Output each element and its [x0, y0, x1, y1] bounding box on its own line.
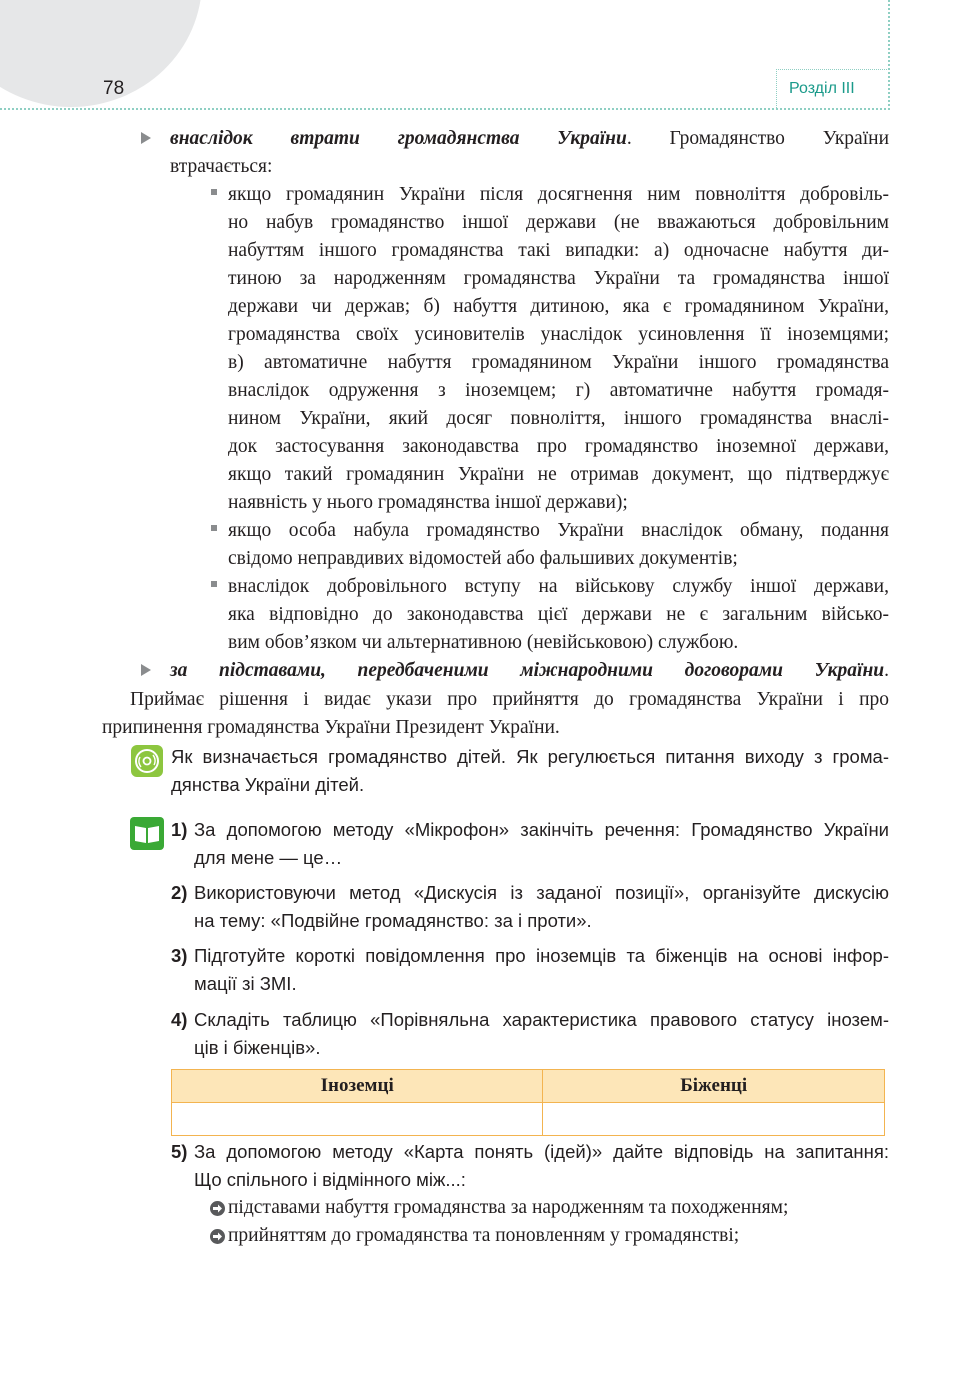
sub1-line: набуттям іншого громадянства такі випадки: а) одночасне набуття ди- [228, 240, 889, 261]
sub1-line: якщо такий громадянин України не отримав документ, що підтверджує [228, 464, 889, 485]
task-line: Підготуйте короткі повідомлення про іноземців та біженців на основі інфор- [194, 945, 889, 966]
sub1-line: держави чи держав; б) набуття дитиною, яка є громадянином України, [228, 296, 889, 317]
task-line: За допомогою методу «Мікрофон» закінчіть речення: Громадянство України [194, 819, 889, 840]
table-header-refugees: Біженці [543, 1070, 885, 1103]
sub1-line: но набув громадянство іншої держави (не вважаються добровільним [228, 212, 889, 233]
item-loss-heading [170, 125, 889, 153]
item-loss-line2: втрачається: [170, 156, 273, 177]
circle-arrow-icon [210, 1229, 225, 1244]
square-bullet-icon [211, 525, 217, 531]
header-divider [0, 108, 890, 110]
square-bullet-icon [211, 581, 217, 587]
comparison-table [171, 1069, 885, 1136]
task-line: ців і біженців». [194, 1037, 321, 1058]
task-line: на тему: «Подвійне громадянство: за і проти». [194, 910, 592, 931]
table-header-foreigners: Іноземці [172, 1070, 543, 1103]
task-number: 2) [171, 882, 188, 903]
sub1-line: громадянства своїх усиновителів унаслідок усиновлення її іноземцями; [228, 324, 889, 345]
sub1-line: наявність у нього громадянства іншої держави); [228, 492, 628, 513]
task-line: Що спільного і відмінного між...: [194, 1169, 466, 1190]
circle-arrow-icon [210, 1201, 225, 1216]
sub1-line: внаслідок одруження з іноземцем; г) автоматичне набуття громадя- [228, 380, 889, 401]
bullet-line: підставами набуття громадянства за народженням та походженням; [228, 1197, 789, 1218]
sub1-line: тиною за народженням громадянства України та громадянства іншої [228, 268, 889, 289]
page-number: 78 [103, 78, 125, 99]
triangle-bullet-icon [141, 132, 151, 144]
corner-decoration [0, 0, 202, 107]
sub2-line: якщо особа набула громадянство України внаслідок обману, подання [228, 520, 889, 541]
item-treaty-title: за підставами, передбаченими міжнародними договорами України [170, 660, 885, 681]
paragraph-line: припинення громадянства України Президент України. [102, 717, 560, 738]
task-line: мації зі ЗМІ. [194, 973, 297, 994]
sub3-line: яка відповідно до законодавства цієї держави не є загальним військо- [228, 604, 889, 625]
item-treaty-heading [170, 657, 889, 685]
cd-disc-icon [131, 745, 163, 777]
sub2-line: свідомо неправдивих відомостей або фальшивих документів; [228, 548, 738, 569]
sub3-line: вим обов’язком чи альтернативною (невійськовою) службою. [228, 632, 739, 653]
item-treaty-after: . [884, 660, 889, 681]
sub1-line: в) автоматичне набуття громадянином України іншого громадянства [228, 352, 889, 373]
sub3-line: внаслідок добровільного вступу на військову службу іншої держави, [228, 576, 889, 597]
square-bullet-icon [211, 189, 217, 195]
task-number: 1) [171, 819, 188, 840]
triangle-bullet-icon [141, 664, 151, 676]
task-line: Складіть таблицю «Порівняльна характеристика правового статусу інозем- [194, 1009, 889, 1030]
bullet-line: прийняттям до громадянства та поновленням у громадянстві; [228, 1225, 740, 1246]
question-line: дянства України дітей. [171, 774, 365, 795]
question-line: Як визначається громадянство дітей. Як регулюється питання виходу з грома- [171, 746, 889, 767]
task-line: Використовуючи метод «Дискусія із заданої позиції», організуйте дискусію [194, 882, 889, 903]
open-book-icon [130, 817, 164, 850]
task-line: За допомогою методу «Карта понять (ідей)» дайте відповідь на запитання: [194, 1141, 889, 1162]
margin-divider [888, 0, 890, 110]
table-header-row [172, 1070, 885, 1103]
table-cell [172, 1103, 543, 1136]
task-line: для мене — це… [194, 847, 343, 868]
task-number: 3) [171, 945, 188, 966]
item-loss-title: внаслідок втрати громадянства України [170, 128, 627, 149]
task-number: 5) [171, 1141, 188, 1162]
table-cell [543, 1103, 885, 1136]
sub1-line: якщо громадянин України після досягнення ним повноліття добровіль- [228, 184, 889, 205]
item-loss-after: . Громадянство України [626, 128, 890, 149]
table-row [172, 1103, 885, 1136]
paragraph-line: Приймає рішення і видає укази про прийняття до громадянства України і про [130, 689, 889, 710]
sub1-line: док застосування законодавства про громадянство іноземної держави, [228, 436, 889, 457]
section-label: Розділ ІІІ [789, 80, 855, 97]
sub1-line: нином України, який досяг повноліття, іншого громадянства внаслі- [228, 408, 889, 429]
task-number: 4) [171, 1009, 188, 1030]
